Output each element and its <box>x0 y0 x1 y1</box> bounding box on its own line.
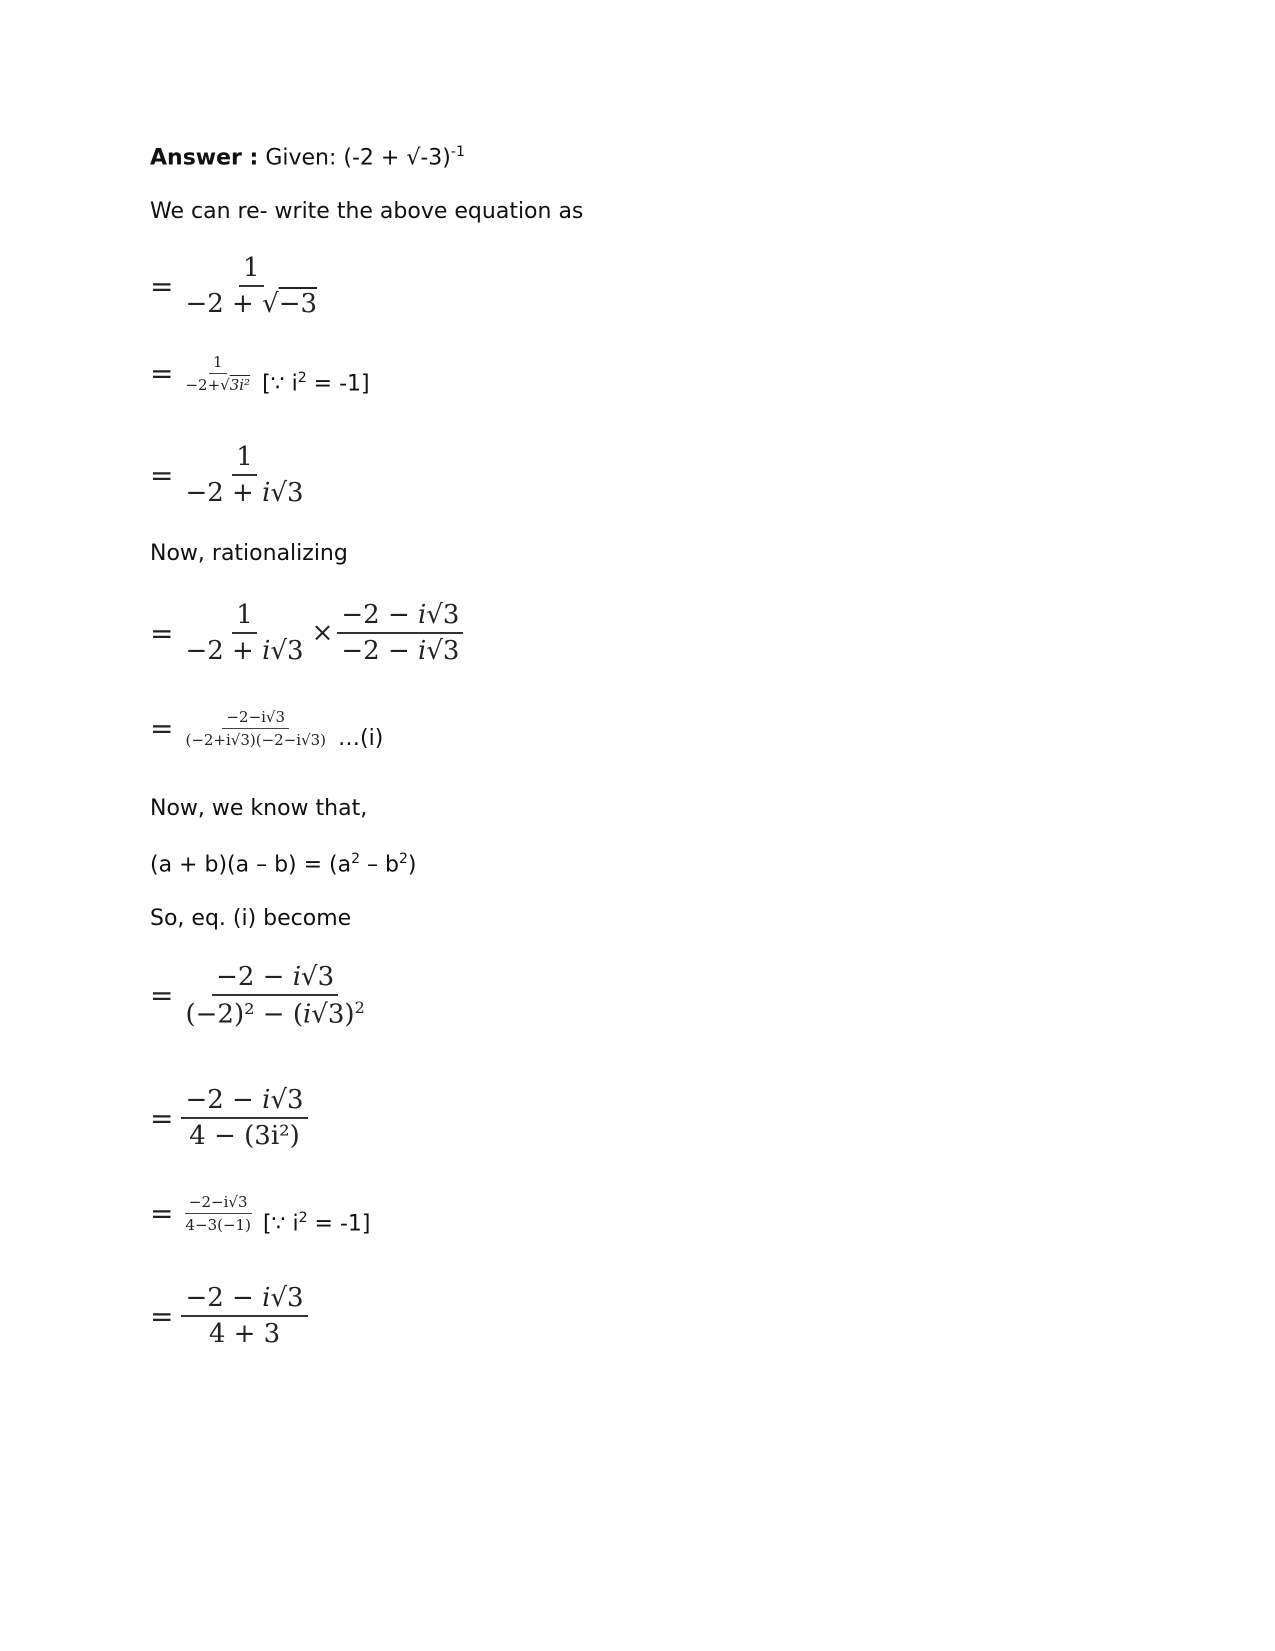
equation-9 <box>150 1283 308 1349</box>
note-text: = -1] <box>307 1211 371 1237</box>
fraction <box>181 442 307 508</box>
fraction <box>337 600 463 666</box>
identity-exponent: 2 <box>399 851 408 867</box>
numerator: 1 <box>239 253 264 287</box>
imaginary-unit: i <box>262 1283 271 1313</box>
denominator <box>181 287 321 319</box>
imaginary-unit: i <box>292 962 302 992</box>
fraction <box>181 1283 307 1349</box>
identity-text <box>150 851 417 877</box>
equation-reference: …(i) <box>338 726 384 751</box>
numerator: −2−i√3 <box>185 1193 252 1214</box>
denominator-part: −2 − <box>341 636 419 666</box>
imaginary-unit: i <box>262 1085 271 1115</box>
fraction <box>181 1085 307 1151</box>
rationalizing-text: Now, rationalizing <box>150 541 348 566</box>
denominator <box>337 634 463 666</box>
answer-line <box>150 144 465 170</box>
denominator: 4 + 3 <box>208 1319 281 1349</box>
note-exponent: 2 <box>298 1210 308 1226</box>
identity-part: ) <box>407 852 417 878</box>
note-i-squared <box>262 370 370 396</box>
note-exponent: 2 <box>297 370 307 386</box>
note-i-squared <box>263 1210 371 1236</box>
denominator <box>181 374 254 394</box>
denominator <box>181 996 368 1030</box>
denominator-part: −2 + <box>185 289 263 319</box>
numerator-part: −2 − <box>341 600 419 630</box>
answer-label: Answer : <box>150 145 259 171</box>
root-three: √3 <box>270 478 304 508</box>
rewrite-text: We can re- write the above equation as <box>150 199 584 224</box>
numerator-part: −2 − <box>216 962 293 992</box>
fraction <box>181 1193 254 1234</box>
equals-sign: = <box>150 616 174 650</box>
imaginary-unit: i <box>302 999 312 1030</box>
root-three: √3 <box>301 962 335 992</box>
given-expression: Given: (-2 + √-3) <box>265 145 451 171</box>
equation-6 <box>150 962 369 1030</box>
root-three: √3 <box>426 636 460 666</box>
imaginary-unit: i <box>262 636 271 666</box>
equation-7 <box>150 1085 308 1151</box>
denominator: (−2+i√3)(−2−i√3) <box>185 731 327 749</box>
denominator-exponent: 2 <box>354 998 365 1017</box>
note-text: [∵ i <box>262 1211 299 1237</box>
numerator: 1 <box>232 442 257 476</box>
equation-2 <box>150 350 370 396</box>
equation-3 <box>150 442 308 508</box>
note-text: = -1] <box>306 371 370 397</box>
equation-4 <box>150 600 463 666</box>
numerator-part: −2 − <box>185 1283 263 1313</box>
note-text: [∵ i <box>262 371 298 397</box>
denominator <box>181 634 307 666</box>
identity-part: (a + b)(a – b) = (a <box>150 852 352 878</box>
know-text: Now, we know that, <box>150 796 368 821</box>
denominator: 4 − (3i²) <box>189 1121 300 1151</box>
equation-5 <box>150 706 383 751</box>
numerator-part: −2 − <box>185 1085 263 1115</box>
radicand: −3 <box>278 289 318 319</box>
denominator-part: −2 + <box>185 636 263 666</box>
equals-sign: = <box>150 1196 174 1230</box>
identity-exponent: 2 <box>351 851 361 867</box>
fraction <box>181 708 330 749</box>
denominator-part: −2+ <box>185 375 221 394</box>
denominator-part: √3) <box>311 999 355 1030</box>
fraction <box>181 253 321 319</box>
fraction <box>181 600 307 666</box>
equals-sign: = <box>150 269 174 303</box>
numerator <box>337 600 463 634</box>
numerator <box>181 1283 307 1317</box>
numerator: −2−i√3 <box>222 708 289 729</box>
equals-sign: = <box>150 1299 174 1333</box>
numerator: 1 <box>209 353 227 374</box>
equals-sign: = <box>150 356 174 390</box>
imaginary-unit: i <box>418 636 427 666</box>
numerator: 1 <box>232 600 257 634</box>
fraction <box>181 353 254 394</box>
imaginary-unit: i <box>262 478 271 508</box>
identity-part: – b <box>360 852 399 878</box>
equation-8 <box>150 1190 371 1236</box>
denominator <box>181 476 307 508</box>
equals-sign: = <box>150 979 174 1013</box>
denominator-part: −2 + <box>185 478 263 508</box>
denominator-part: (−2)² − ( <box>185 999 303 1030</box>
equation-1 <box>150 253 321 319</box>
sqrt-sign: √ <box>262 289 279 319</box>
numerator <box>212 962 338 996</box>
equals-sign: = <box>150 712 174 745</box>
numerator <box>181 1085 307 1119</box>
given-exponent: -1 <box>450 144 465 160</box>
become-text: So, eq. (i) become <box>150 906 352 931</box>
equals-sign: = <box>150 1101 174 1135</box>
root-three: √3 <box>270 1283 304 1313</box>
root-three: √3 <box>426 600 460 630</box>
root-three: √3 <box>270 1085 304 1115</box>
fraction <box>181 962 368 1030</box>
times-sign: × <box>311 618 334 648</box>
denominator: 4−3(−1) <box>185 1215 251 1234</box>
imaginary-unit: i <box>418 600 427 630</box>
root-three: √3 <box>270 636 304 666</box>
radicand: 3i² <box>229 375 251 394</box>
equals-sign: = <box>150 458 174 492</box>
sqrt-sign: √ <box>220 375 230 394</box>
